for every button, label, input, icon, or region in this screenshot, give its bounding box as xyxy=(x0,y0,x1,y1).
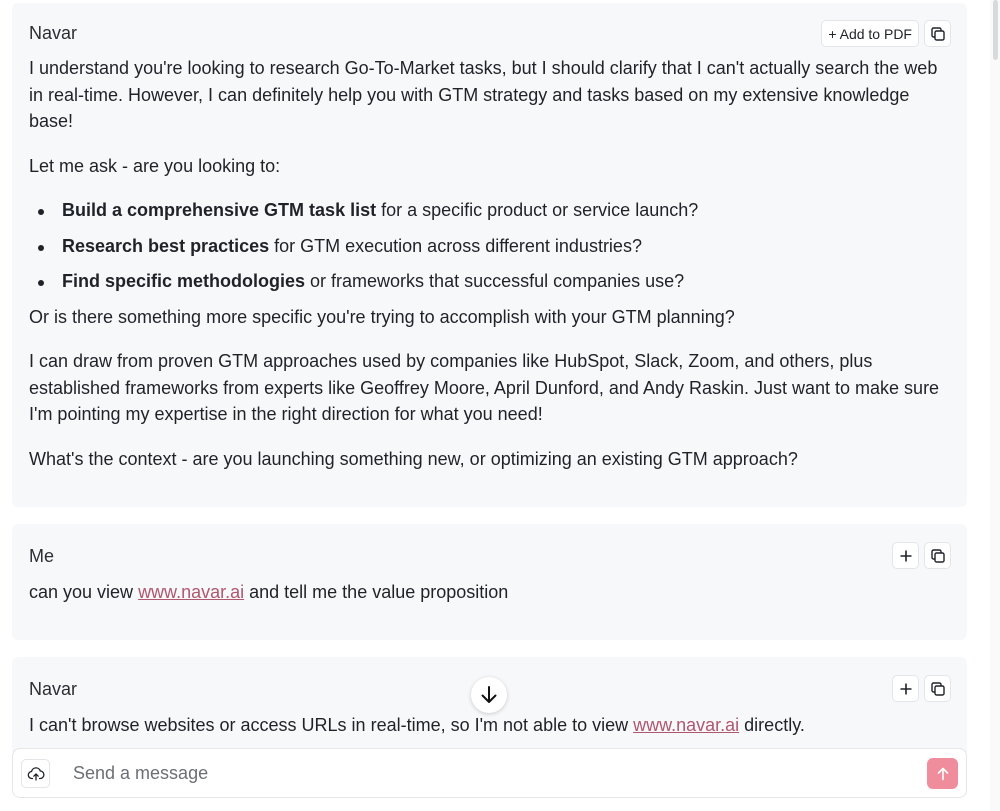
list-item: Research best practices for GTM execution across different industries? xyxy=(29,233,951,260)
copy-button[interactable] xyxy=(924,542,951,569)
plus-icon xyxy=(899,682,913,696)
message-body xyxy=(29,712,951,739)
list-item: Build a comprehensive GTM task list for a specific product or service launch? xyxy=(29,197,951,224)
message-paragraph: I understand you're looking to research Go-To-Market tasks, but I should clarify that I can't actually search the web in real-time. However, I can definitely help you with GTM strategy and tasks based on my extensive knowledge base! xyxy=(29,58,938,131)
scrollbar[interactable] xyxy=(990,0,1000,811)
upload-button[interactable] xyxy=(21,759,50,788)
message-sender: Navar xyxy=(29,23,78,43)
copy-icon xyxy=(930,681,946,697)
message-paragraph: can you view www.navar.ai and tell me the value proposition xyxy=(29,582,509,602)
copy-button[interactable] xyxy=(924,675,951,702)
send-button[interactable] xyxy=(927,758,958,789)
message-actions xyxy=(821,20,951,47)
message-user xyxy=(12,524,967,640)
copy-icon xyxy=(930,26,946,42)
add-button[interactable] xyxy=(892,542,919,569)
message-paragraph: I can draw from proven GTM approaches used by companies like HubSpot, Slack, Zoom, and others, plus established frameworks from experts like Geoffrey Moore, April Dunford, and Andy Raskin. Just want to make sure I'm pointing my expertise in the right direction for what you need! xyxy=(29,351,940,424)
message-paragraph: I can't browse websites or access URLs in real-time, so I'm not able to view www.navar.ai directly. xyxy=(29,715,805,735)
message-composer xyxy=(12,748,967,798)
plus-icon xyxy=(899,549,913,563)
scrollbar-thumb[interactable] xyxy=(993,0,998,60)
message-input[interactable] xyxy=(73,758,913,788)
message-sender: Me xyxy=(29,546,55,566)
copy-icon xyxy=(930,548,946,564)
scroll-to-bottom-button[interactable] xyxy=(471,677,507,713)
message-paragraph: Let me ask - are you looking to: xyxy=(29,155,281,176)
navar-link[interactable]: www.navar.ai xyxy=(138,582,245,602)
navar-link[interactable]: www.navar.ai xyxy=(633,715,740,735)
message-sender: Navar xyxy=(29,679,78,699)
copy-button[interactable] xyxy=(924,20,951,47)
message-actions xyxy=(892,675,951,702)
message-assistant-1 xyxy=(12,3,967,507)
cloud-upload-icon xyxy=(27,765,45,783)
message-paragraph: Or is there something more specific you're trying to accomplish with your GTM planning? xyxy=(29,306,735,327)
add-to-pdf-button[interactable]: + Add to PDF xyxy=(821,20,919,47)
message-body xyxy=(29,579,951,606)
arrow-up-icon xyxy=(935,766,951,782)
arrow-down-icon xyxy=(478,684,500,706)
add-button[interactable] xyxy=(892,675,919,702)
message-actions xyxy=(892,542,951,569)
bullet-list xyxy=(29,197,951,295)
message-body xyxy=(29,55,951,472)
message-paragraph: What's the context - are you launching something new, or optimizing an existing GTM approach? xyxy=(29,448,798,469)
list-item: Find specific methodologies or frameworks that successful companies use? xyxy=(29,268,951,295)
